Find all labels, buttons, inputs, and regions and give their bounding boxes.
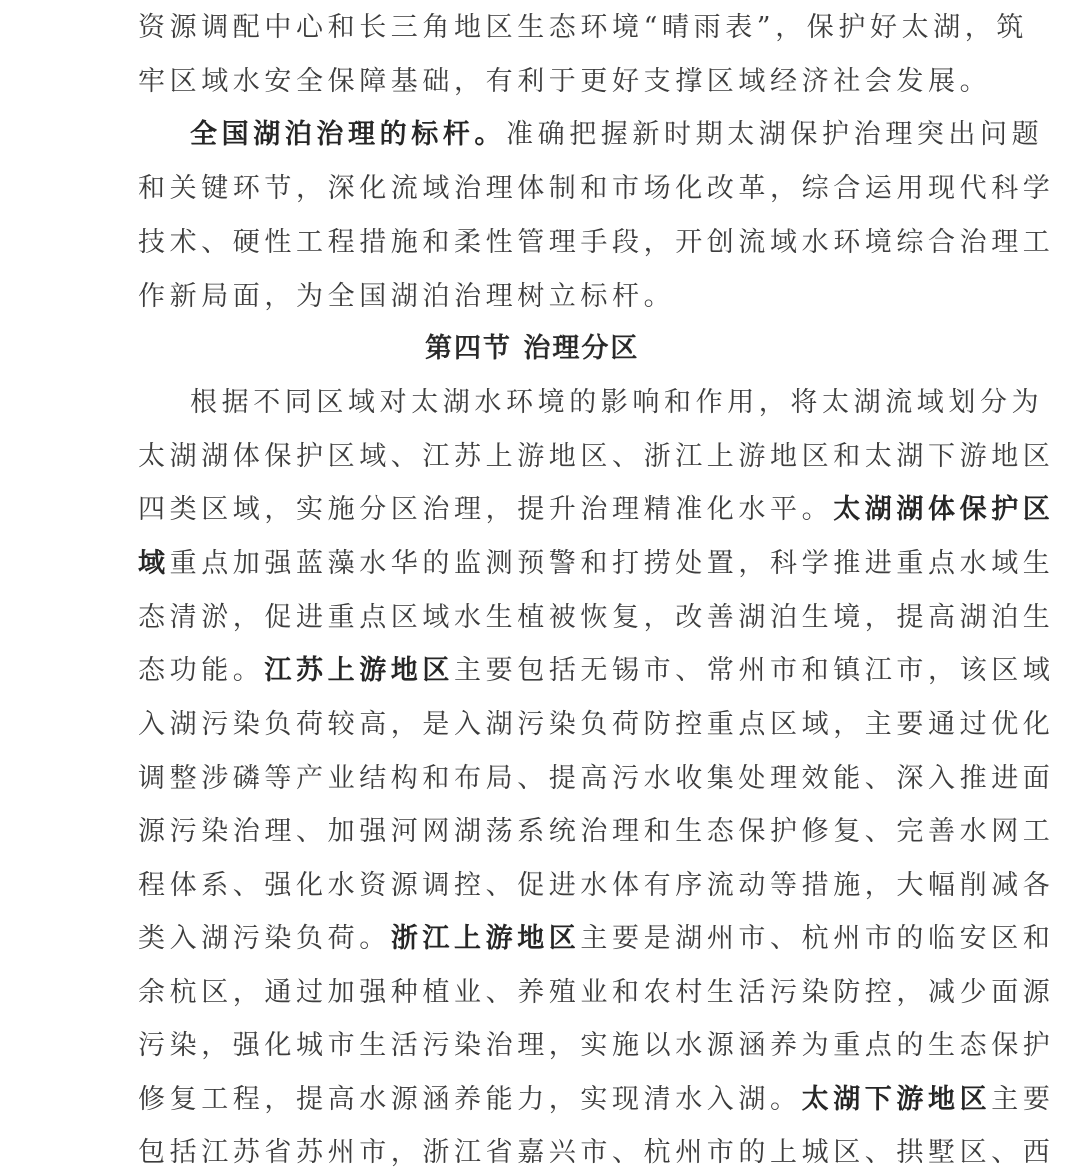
text-line	[138, 544, 1054, 584]
region-label-jiangsu-upstream: 江苏上游地区	[264, 655, 455, 686]
text-segment: 源污染治理、加强河网湖荡系统治理和生态保护修复、完善水网工	[138, 816, 1055, 847]
paragraph-start-line	[190, 383, 1043, 423]
text-line	[138, 169, 1054, 209]
text-segment: 主要是湖州市、杭州市的临安区和	[580, 923, 1055, 954]
text-line	[138, 1026, 1054, 1066]
text-line	[138, 490, 1054, 530]
text-line	[138, 8, 1028, 48]
text-line	[138, 866, 1054, 906]
text-segment: 准确把握新时期太湖保护治理突出问题	[506, 119, 1044, 150]
section-heading: 第四节 治理分区	[425, 333, 640, 364]
region-label-lake-body: 太湖湖体保护区	[833, 494, 1055, 525]
text-line	[138, 437, 1054, 477]
text-line	[138, 919, 1054, 959]
text-line	[138, 759, 1054, 799]
text-line	[138, 812, 1054, 852]
text-segment: 程体系、强化水资源调控、促进水体有序流动等措施，大幅削减各	[138, 870, 1055, 901]
text-segment: 作新局面，为全国湖泊治理树立标杆。	[138, 281, 676, 312]
text-line	[138, 1080, 1054, 1120]
paragraph-start-line	[190, 115, 1043, 155]
text-segment: 调整涉磷等产业结构和布局、提高污水收集处理效能、深入推进面	[138, 763, 1055, 794]
region-label-lake-body-cont: 域	[138, 548, 170, 579]
text-line	[138, 598, 1054, 638]
text-segment: 包括江苏省苏州市，浙江省嘉兴市、杭州市的上城区、拱墅区、西	[138, 1137, 1055, 1168]
text-segment: 根据不同区域对太湖水环境的影响和作用，将太湖流域划分为	[190, 387, 1044, 418]
text-line	[138, 62, 991, 102]
text-segment: 态清淤，促进重点区域水生植被恢复，改善湖泊生境，提高湖泊生	[138, 602, 1055, 633]
region-label-zhejiang-upstream: 浙江上游地区	[390, 923, 581, 954]
text-line	[138, 651, 1054, 691]
text-line	[138, 705, 1054, 745]
text-line	[138, 223, 1054, 263]
text-segment: 太湖湖体保护区域、江苏上游地区、浙江上游地区和太湖下游地区	[138, 441, 1055, 472]
text-segment: 态功能。	[138, 655, 265, 686]
text-segment: 主要	[991, 1084, 1055, 1115]
text-segment: 四类区域，实施分区治理，提升治理精准化水平。	[138, 494, 834, 525]
text-segment: 资源调配中心和长三角地区生态环境“晴雨表”，保护好太湖，筑	[138, 12, 1029, 43]
text-segment: 污染，强化城市生活污染治理，实施以水源涵养为重点的生态保护	[138, 1030, 1055, 1061]
text-segment: 牢区域水安全保障基础，有利于更好支撑区域经济社会发展。	[138, 66, 992, 97]
text-segment: 类入湖污染负荷。	[138, 923, 391, 954]
text-line	[138, 973, 1054, 1013]
text-segment: 重点加强蓝藻水华的监测预警和打捞处置，科学推进重点水域生	[169, 548, 1055, 579]
text-segment: 余杭区，通过加强种植业、养殖业和农村生活污染防控，减少面源	[138, 977, 1055, 1008]
text-line	[138, 277, 675, 317]
text-line	[138, 1133, 1054, 1173]
text-segment: 和关键环节，深化流域治理体制和市场化改革，综合运用现代科学	[138, 173, 1055, 204]
text-segment: 主要包括无锡市、常州市和镇江市，该区域	[454, 655, 1055, 686]
text-segment: 技术、硬性工程措施和柔性管理手段，开创流域水环境综合治理工	[138, 227, 1055, 258]
text-segment: 修复工程，提高水源涵养能力，实现清水入湖。	[138, 1084, 802, 1115]
text-segment: 入湖污染负荷较高，是入湖污染负荷防控重点区域，主要通过优化	[138, 709, 1055, 740]
region-label-taihu-downstream: 太湖下游地区	[801, 1084, 992, 1115]
paragraph-lead-heading: 全国湖泊治理的标杆。	[190, 119, 506, 150]
